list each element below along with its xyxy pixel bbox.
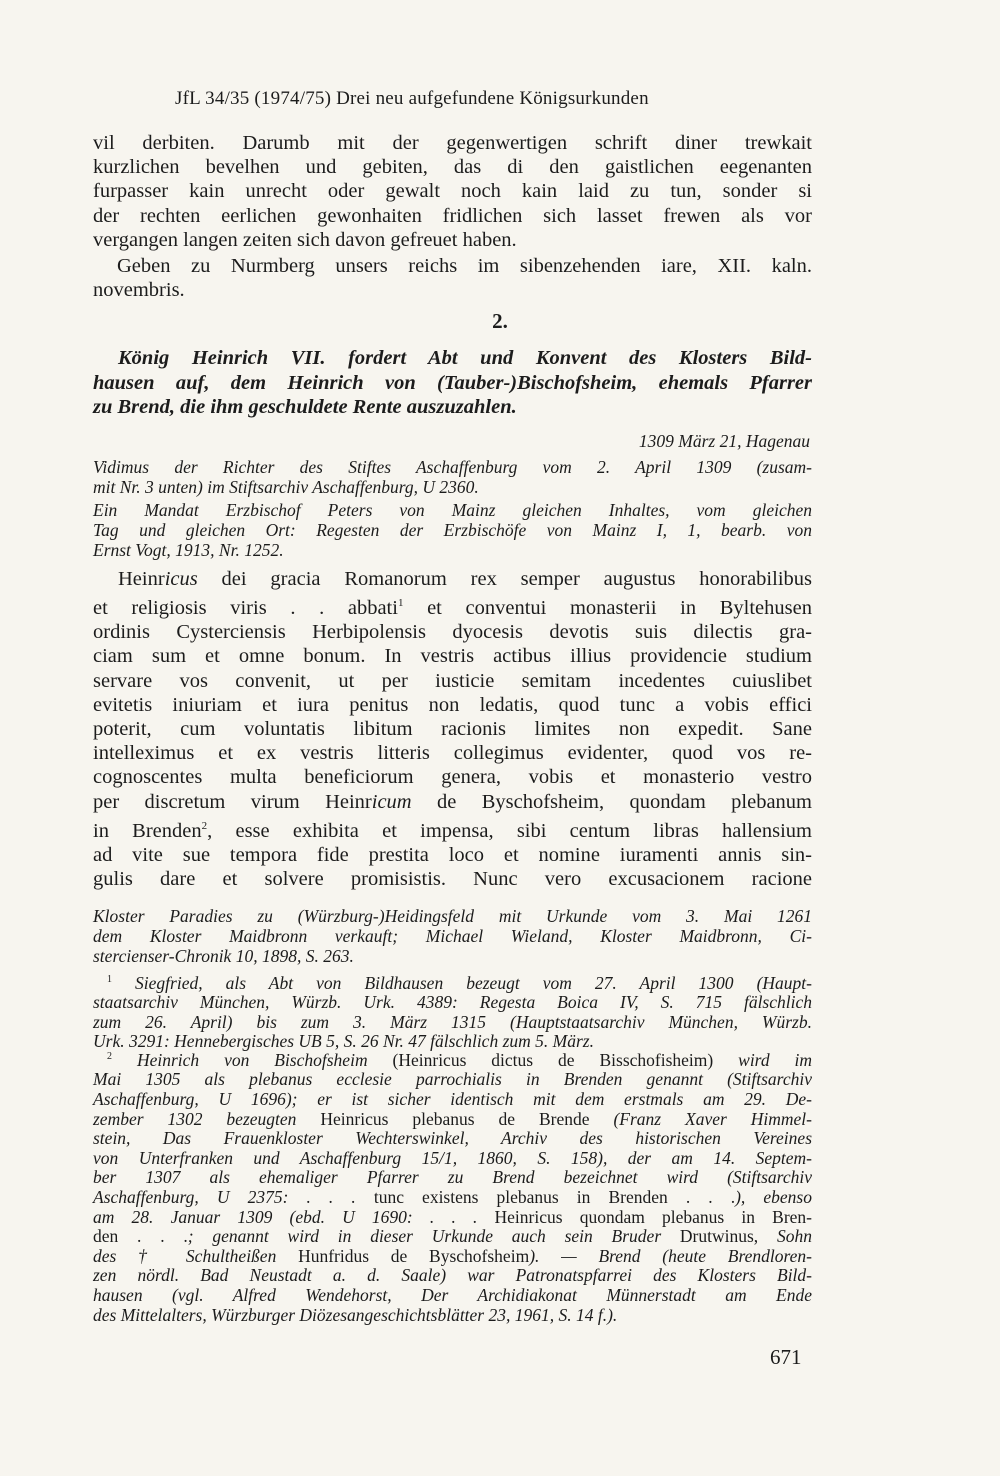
text-line: gulis dare et solvere promisistis. Nunc vero excusacionem racione [93, 868, 812, 891]
text-segment: ). — Brend (heute Brendloren- [529, 1245, 813, 1266]
footnote-line [93, 1047, 812, 1070]
footnote-number: 1 [107, 974, 112, 985]
text-segment: ; genannt wird in dieser Urkunde auch sein Bruder [187, 1226, 680, 1247]
source-note-2 [93, 500, 812, 560]
text-segment: (Heinricus dictus de Bisschofisheim) [392, 1049, 714, 1070]
text-line [93, 591, 812, 620]
text-segment: am 28. Januar 1309 (ebd. U 1690: . . . [93, 1206, 495, 1227]
source-line: Ein Mandat Erzbischof Peters von Mainz gleichen Inhaltes, vom gleichen [93, 500, 812, 520]
text-segment: den . . . [93, 1226, 188, 1247]
running-head: JfL 34/35 (1974/75) Drei neu aufgefundene Königsurkunden [175, 88, 649, 109]
footnote-marker[interactable]: 2 [201, 819, 208, 832]
footnote-line: zen nördl. Bad Neustadt a. d. Saale) war Patronatspfarrei des Klosters Bild- [93, 1265, 812, 1286]
text-line: intelleximus et ex vestris litteris collegimus evidenter, quod vos re- [93, 742, 812, 765]
text-segment: Aschaffenburg, U 2375: . . . [93, 1186, 374, 1207]
footnote-line: dem Kloster Maidbronn verkauft; Michael Wieland, Kloster Maidbronn, Ci- [93, 926, 812, 946]
footnote-marker[interactable]: 1 [397, 597, 404, 610]
text-line: evitetis iniuriam et iura penitus non ledatis, quod tunc a vobis effici [93, 693, 812, 716]
text-segment: et conventui monasterii in Byltehusen [403, 597, 812, 620]
text-segment: Sohn [758, 1226, 812, 1247]
section-number: 2. [492, 309, 508, 333]
text-line: furpasser kain unrecht oder gewalt noch kain laid zu tun, sonder si [93, 180, 812, 203]
summary-line: hausen auf, dem Heinrich von (Tauber-)Bischofsheim, ehemals Pfarrer [93, 371, 812, 394]
text-line: der rechten eerlichen gewonhaiten fridlichen sich lasset frewen als vor [93, 204, 812, 227]
text-line: poterit, cum voluntatis libitum racionis limites non expedit. Sane [93, 718, 812, 741]
text-segment: Heinrich von Bischofsheim [136, 1049, 393, 1070]
text-line [93, 567, 812, 591]
footnote-line: des Mittelalters, Würzburger Diözesangeschichtsblätter 23, 1961, S. 14 f.). [93, 1304, 618, 1325]
text-line: servare vos convenit, ut per iusticie semitam incedentes cuiuslibet [93, 669, 812, 692]
footnote-line: stercienser-Chronik 10, 1898, S. 263. [93, 946, 354, 966]
summary-line: zu Brend, die ihm geschuldete Rente auszuzahlen. [93, 396, 517, 419]
text-segment: per discretum virum Heinr [93, 790, 372, 813]
text-line: novembris. [93, 279, 185, 301]
footnote-2 [93, 1047, 812, 1325]
text-segment: des † Schultheißen [93, 1245, 299, 1266]
source-note-1 [93, 457, 812, 497]
text-line [93, 814, 812, 843]
text-segment: icum [371, 790, 412, 813]
footnote-line: stein, Das Frauenkloster Wechterswinkel, Archiv des historischen Vereines [93, 1128, 812, 1149]
page-number: 671 [770, 1345, 802, 1369]
text-segment: de Byschofsheim, quondam plebanum [411, 790, 812, 813]
text-segment: , esse exhibita et impensa, sibi centum libras hallensium [207, 819, 812, 842]
body-paragraph-1 [93, 131, 812, 252]
body-paragraph-2 [117, 254, 812, 278]
text-segment: zember 1302 bezeugten [93, 1108, 321, 1129]
text-segment: Heinr [118, 568, 165, 590]
text-segment: icus [164, 568, 198, 590]
footnote-1 [93, 970, 812, 1052]
latin-charter-text [93, 567, 812, 891]
text-segment: in Brenden [93, 819, 202, 842]
text-line: kurzlichen bevelhen und gebiten, das di den gaistlichen eegenanten [93, 156, 812, 179]
footnote-line: Kloster Paradies zu (Würzburg-)Heidingsfeld mit Urkunde vom 3. Mai 1261 [93, 906, 812, 926]
text-line [93, 790, 812, 814]
text-line: cognoscentes multa beneficiorum genera, vobis et monasterio vestro [93, 766, 812, 789]
text-segment: ), ebenso [735, 1186, 812, 1207]
footnote-line: Aschaffenburg, U 1696); er ist sicher identisch mit dem erstmals am 29. De- [93, 1089, 812, 1110]
text-segment: et religiosis viris . . abbati [93, 597, 398, 620]
source-line: mit Nr. 3 unten) im Stiftsarchiv Aschaffenburg, U 2360. [93, 477, 479, 497]
footnote-line: staatsarchiv München, Würzb. Urk. 4389: Regesta Boica IV, S. 715 fälschlich [93, 992, 812, 1013]
text-line: vil derbiten. Darumb mit der gegenwertigen schrift diner trewkait [93, 132, 812, 154]
footnote-line [93, 1110, 812, 1130]
text-segment: tunc existens plebanus in Brenden . . . [373, 1186, 736, 1207]
date-place: 1309 März 21, Hagenau [638, 431, 810, 451]
footnote-line: Mai 1305 als plebanus ecclesie parrochialis in Brenden genannt (Stiftsarchiv [93, 1069, 812, 1090]
footnote-continued [93, 906, 812, 966]
source-line: Ernst Vogt, 1913, Nr. 1252. [93, 540, 284, 560]
source-line: Tag und gleichen Ort: Regesten der Erzbischöfe von Mainz I, 1, bearb. von [93, 520, 812, 540]
footnote-line [93, 1247, 812, 1267]
footnote-line: Urk. 3291: Hennebergisches UB 5, S. 26 Nr. 47 fälschlich zum 5. März. [93, 1031, 594, 1052]
text-segment: wird im [713, 1049, 813, 1070]
document-summary [93, 346, 812, 420]
text-segment: (Franz Xaver Himmel- [589, 1108, 812, 1129]
footnote-line [93, 1188, 812, 1208]
footnote-line: von Unterfranken und Aschaffenburg 15/1, 1860, S. 158), der am 14. Septem- [93, 1147, 812, 1168]
source-line: Vidimus der Richter des Stiftes Aschaffenburg vom 2. April 1309 (zusam- [93, 457, 812, 477]
footnote-line [93, 1208, 812, 1228]
text-line: ciam sum et omne bonum. In vestris actibus illius providencie studium [93, 645, 812, 668]
footnote-line [93, 1227, 812, 1247]
footnote-line: hausen (vgl. Alfred Wendehorst, Der Archidiakonat Münnerstadt am Ende [93, 1284, 812, 1305]
footnote-line [93, 970, 812, 993]
text-line: ad vite sue tempora fide prestita loco et nomine iuramenti annis sin- [93, 843, 812, 866]
text-line: ordinis Cysterciensis Herbipolensis dyocesis devotis suis dilectis gra- [93, 621, 812, 644]
footnote-line: zum 26. April) bis zum 3. März 1315 (Hauptstaatsarchiv München, Würzb. [93, 1011, 812, 1032]
text-segment: Heinricus plebanus de Brende [320, 1108, 590, 1129]
body-paragraph-2-end [93, 278, 185, 302]
text-segment: Heinricus quondam plebanus in Bren- [494, 1206, 813, 1227]
text-segment: Siegfried, als Abt von Bildhausen bezeugt vom 27. April 1300 (Haupt- [135, 972, 812, 993]
text-line: Geben zu Nurmberg unsers reichs im sibenzehenden iare, XII. kaln. [117, 255, 812, 277]
text-segment: dei gracia Romanorum rex semper augustus honorabilibus [197, 568, 812, 590]
footnote-line: ber 1307 als ehemaliger Pfarrer zu Brend bezeichnet wird (Stiftsarchiv [93, 1167, 812, 1188]
summary-line: König Heinrich VII. fordert Abt und Konvent des Klosters Bild- [118, 347, 812, 369]
footnote-number: 2 [107, 1051, 112, 1062]
text-segment: Drutwinus, [679, 1226, 759, 1247]
text-line: vergangen langen zeiten sich davon gefreuet haben. [93, 228, 517, 251]
text-segment: Hunfridus de Byschofsheim [298, 1245, 530, 1266]
